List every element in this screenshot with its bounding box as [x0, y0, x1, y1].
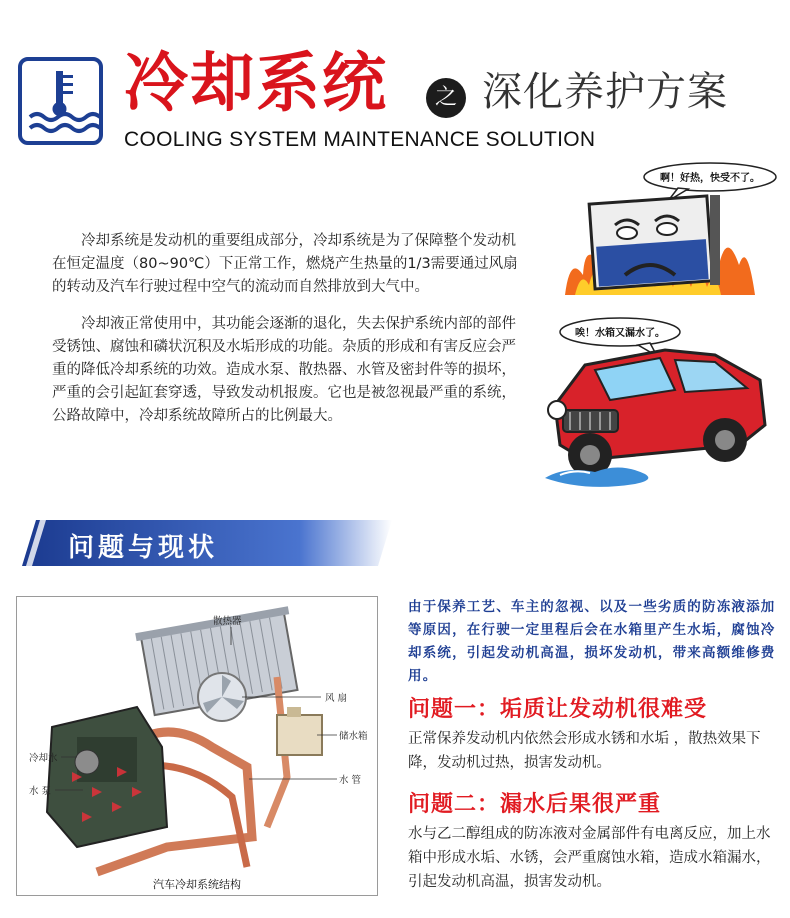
- page-subtitle: 深化养护方案: [482, 69, 728, 115]
- diagram-caption: 汽车冷却系统结构: [153, 878, 241, 891]
- label-radiator: 散热器: [213, 616, 242, 627]
- problem-2-title: 问题二：漏水后果很严重: [408, 792, 662, 817]
- problem-1-text: 正常保养发动机内依然会形成水锈和水垢 ，散热效果下降，发动机过热，损害发动机。: [408, 731, 761, 771]
- car-speech-bubble: 唉！水箱又漏水了。: [575, 328, 665, 339]
- logo: [18, 57, 103, 145]
- problem-2-text: 水与乙二醇组成的防冻液对金属部件有电离反应，加上水箱中形成水垢、水锈，会严重腐蚀水箱，造成水箱漏水，引起发动机高温，损害发动机。: [408, 826, 771, 890]
- leaking-car-cartoon: [525, 310, 780, 495]
- page-title: 冷却系统: [124, 47, 388, 121]
- label-fan: 风 扇: [325, 693, 348, 704]
- zhi-badge: 之: [426, 78, 466, 118]
- label-reservoir: 储水箱: [339, 731, 368, 742]
- cooling-system-diagram: [16, 596, 378, 896]
- label-hose: 水 管: [339, 775, 362, 786]
- diagram-illustration: [17, 597, 377, 895]
- intro-text: [52, 230, 522, 442]
- intro-paragraph-2: 冷却液正常使用中，其功能会逐渐的退化，失去保护系统内部的部件受锈蚀、腐蚀和磷状沉积及水垢形成的功能。杂质的形成和有害反应会严重的降低冷却系统的功效。造成水泵、散热器、水管及密封件等的损坏，严重的会引起缸套穿透，导致发动机报废。它也是被忽视最严重的系统，公路故障中，冷却系统故障所占的比例最大。: [52, 316, 516, 424]
- section-title: 问题与现状: [68, 533, 219, 563]
- page-title-english: COOLING SYSTEM MAINTENANCE SOLUTION: [124, 128, 596, 151]
- problem-lead-text: 由于保养工艺、车主的忽视、以及一些劣质的防冻液添加等原因，在行驶一定里程后会在水箱里产生水垢，腐蚀冷却系统，引起发动机高温，损坏发动机，带来高额维修费用。: [408, 599, 776, 684]
- hot-radiator-cartoon: [560, 155, 780, 305]
- coolant-temperature-icon: [22, 61, 99, 141]
- radiator-speech-bubble: 啊！好热，快受不了。: [660, 173, 760, 184]
- problem-1-title: 问题一：垢质让发动机很难受: [408, 697, 708, 722]
- intro-paragraph-1: 冷却系统是发动机的重要组成部分，冷却系统是为了保障整个发动机在恒定温度（80~90℃）下正常工作，燃烧产生热量的1/3需要通过风扇的转动及汽车行驶过程中空气的流动而自然排放到大气中。: [52, 233, 518, 295]
- label-pump: 水 泵: [29, 786, 52, 797]
- label-coolant: 冷却水: [29, 753, 58, 764]
